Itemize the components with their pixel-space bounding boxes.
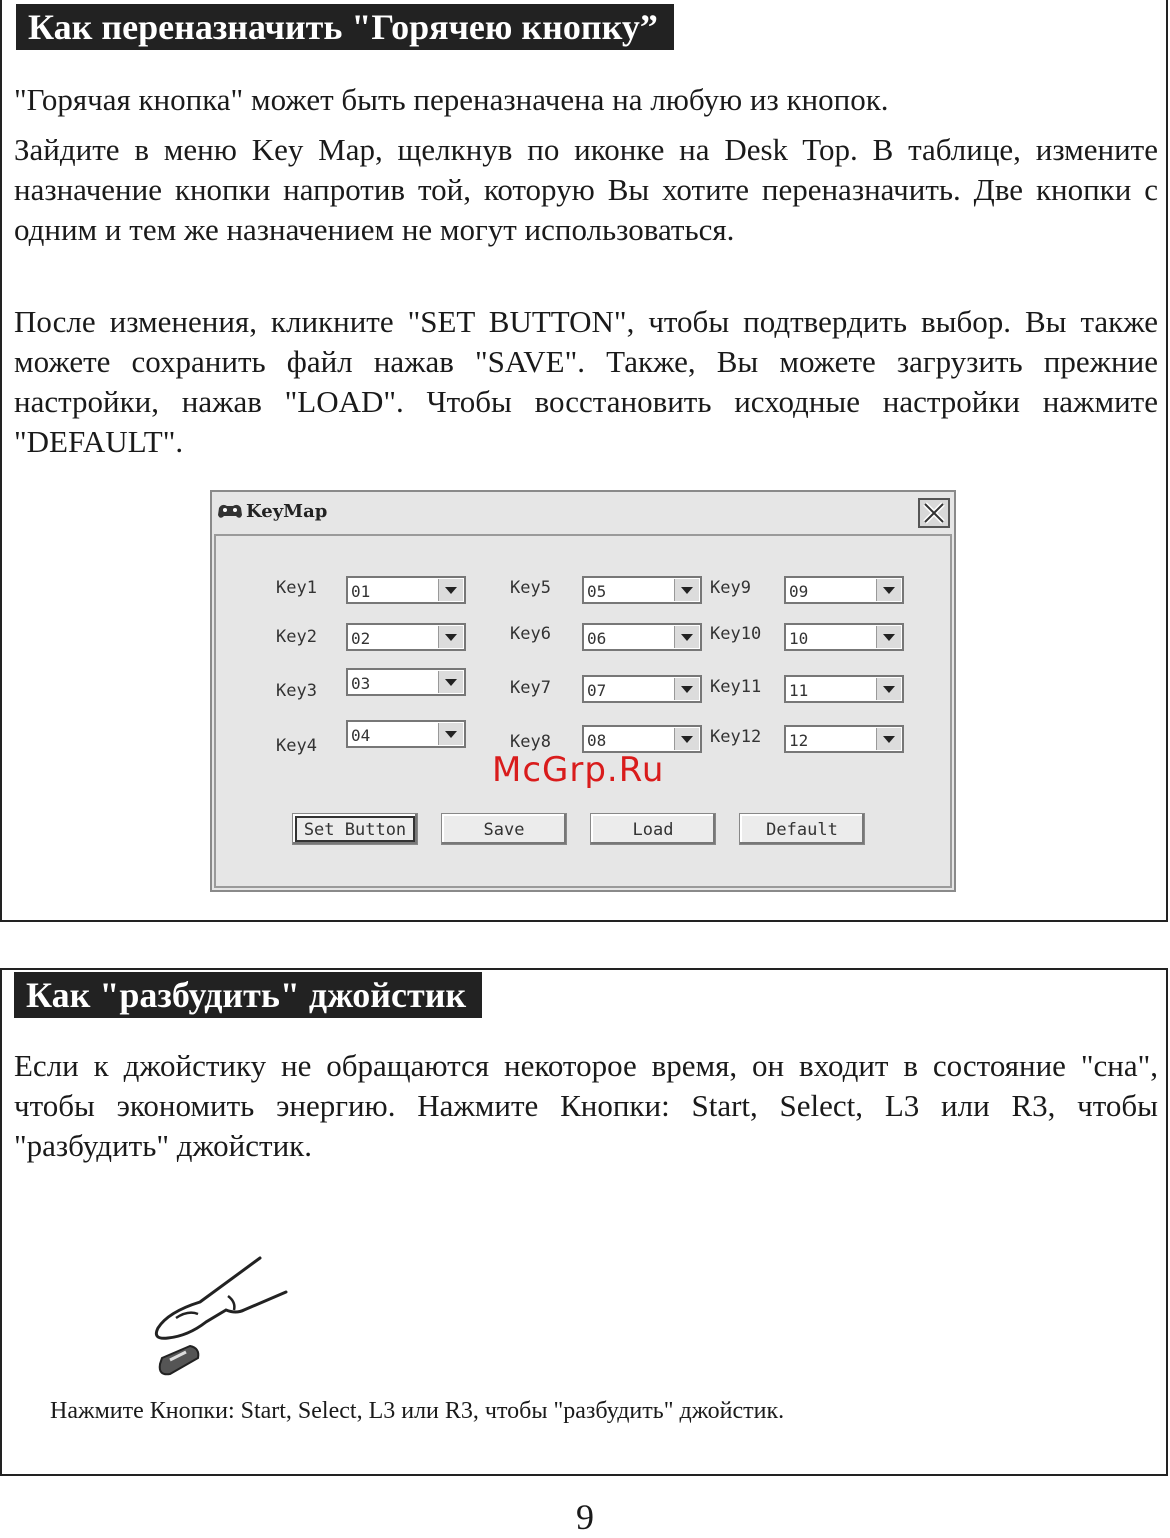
close-icon — [920, 500, 948, 526]
keymap-instructions-text: Зайдите в меню Key Map, щелкнув по иконке на Desk Top. В таблице, измените назначение кнопки напротив той, которую Вы хотите переназначить. Две кнопки с одним и тем же назначением не могут использоваться. — [14, 132, 1158, 247]
gamepad-icon — [216, 500, 244, 524]
key4-select[interactable]: 04 — [346, 720, 466, 748]
chevron-down-icon[interactable] — [876, 728, 901, 750]
dialog-title: KeyMap — [246, 501, 328, 522]
chevron-down-icon[interactable] — [876, 678, 901, 700]
wakeup-text: Если к джойстику не обращаются некоторое время, он входит в состояние "сна", чтобы экономить энергию. Нажмите Кнопки: Start, Select, L3 или R3, чтобы "разбудить" джойстик. — [14, 1048, 1158, 1163]
key3-select[interactable]: 03 — [346, 668, 466, 696]
key5-label: Key5 — [510, 578, 551, 598]
hotkey-heading: Как переназначить "Горячею кнопку” — [16, 4, 674, 50]
chevron-down-icon[interactable] — [876, 626, 901, 648]
default-button[interactable]: Default — [739, 813, 865, 845]
wakeup-heading: Как "разбудить" джойстик — [14, 972, 482, 1018]
chevron-down-icon[interactable] — [438, 671, 463, 693]
finger-press-icon — [140, 1250, 300, 1390]
chevron-down-icon[interactable] — [438, 723, 463, 745]
key8-label: Key8 — [510, 732, 551, 752]
key6-select[interactable]: 06 — [582, 623, 702, 651]
key7-select[interactable]: 07 — [582, 675, 702, 703]
key11-label: Key11 — [710, 677, 762, 697]
page-number: 9 — [576, 1497, 594, 1537]
key5-select[interactable]: 05 — [582, 576, 702, 604]
close-button[interactable] — [918, 498, 950, 528]
finger-caption: Нажмите Кнопки: Start, Select, L3 или R3, чтобы "разбудить" джойстик. — [50, 1398, 785, 1424]
hotkey-intro-text: "Горячая кнопка" может быть переназначена на любую из кнопок. — [14, 82, 889, 117]
key12-select[interactable]: 12 — [784, 725, 904, 753]
key10-label: Key10 — [710, 624, 762, 644]
key9-label: Key9 — [710, 578, 751, 598]
key2-select[interactable]: 02 — [346, 623, 466, 651]
key12-label: Key12 — [710, 727, 762, 747]
chevron-down-icon[interactable] — [674, 678, 699, 700]
chevron-down-icon[interactable] — [674, 728, 699, 750]
set-button[interactable]: Set Button — [292, 813, 418, 845]
dialog-titlebar — [212, 492, 954, 532]
key10-select[interactable]: 10 — [784, 623, 904, 651]
load-button[interactable]: Load — [590, 813, 716, 845]
chevron-down-icon[interactable] — [674, 579, 699, 601]
keymap-dialog — [210, 490, 956, 892]
chevron-down-icon[interactable] — [438, 579, 463, 601]
chevron-down-icon[interactable] — [674, 626, 699, 648]
key1-select[interactable]: 01 — [346, 576, 466, 604]
key1-label: Key1 — [276, 578, 317, 598]
buttons-instructions-text: После изменения, кликните "SET BUTTON", чтобы подтвердить выбор. Вы также можете сохранить файл нажав "SAVE". Также, Вы можете загрузить прежние настройки, нажав "LOAD". Чтобы восстановить исходные настройки нажмите "DEFAULT". — [14, 304, 1158, 459]
key11-select[interactable]: 11 — [784, 675, 904, 703]
chevron-down-icon[interactable] — [438, 626, 463, 648]
save-button[interactable]: Save — [441, 813, 567, 845]
key4-label: Key4 — [276, 736, 317, 756]
key9-select[interactable]: 09 — [784, 576, 904, 604]
chevron-down-icon[interactable] — [876, 579, 901, 601]
key8-select[interactable]: 08 — [582, 725, 702, 753]
key6-label: Key6 — [510, 624, 551, 644]
key7-label: Key7 — [510, 678, 551, 698]
key2-label: Key2 — [276, 627, 317, 647]
key3-label: Key3 — [276, 681, 317, 701]
watermark: McGrp.Ru — [492, 750, 665, 790]
